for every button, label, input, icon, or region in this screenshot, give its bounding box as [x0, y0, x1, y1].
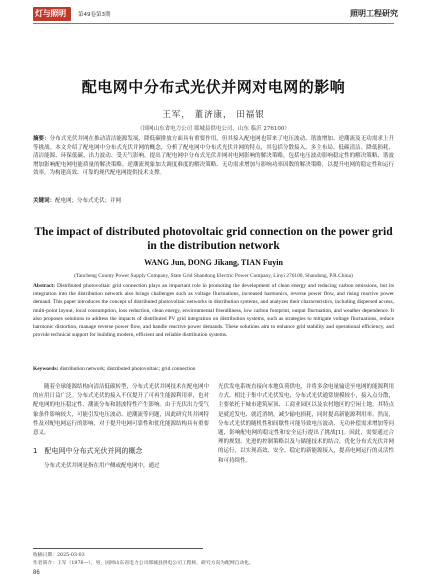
chinese-keywords-text: 配电网；分布式光伏；并网 — [55, 198, 122, 204]
body-left-column — [33, 383, 209, 438]
english-abstract-text: Distributed photovoltaic grid connection plays an important role in promoting the development of clean energy and reducing carbon emissions, but its integration into the distribution network also brings challenges such as voltage fluctuations, increased harmonics, reverse power flow, and rising reactive power demand. This paper introduces the concept of distributed photovoltaic networks in distribution systems, and analyzes their characteristics, including dispersed access, multi-point layout, local consumption, loss reduction, clean energy, environmental friendliness, low carbon footprint, output fluctuation, and weather dependence. It also proposes solutions to address the impacts of distributed PV grid integration on distribution systems, such as strategies to mitigate voltage fluctuations, reduce harmonic distortion, manage reverse power flow, and handle reactive power demands. These solutions aim to enhance grid stability and operational efficiency, and provide technical support for building modern, efficient and reliable distribution systems. — [33, 283, 394, 339]
body-right-column — [218, 383, 394, 543]
english-keywords-label: Keywords: — [33, 366, 59, 372]
issue-label: 第49卷第3期 — [78, 12, 111, 18]
chinese-title: 配电网中分布式光伏并网对电网的影响 — [81, 78, 346, 96]
english-title: The impact of distributed photovoltaic grid connection on the power grid in the distribution network — [34, 226, 393, 252]
right-column-paragraph: 光伏发电系统直接向本地负荷供电，并将多余电量输送至电网的能源利用方式。相比于集中式光伏发电，分布式光伏通常规模较小，接入点分散，主要依托于城市建筑屋顶、工商业园区以及农村地区的空闲土地。其特点是就近发电、就近消纳，减少输电损耗，同时提高新能源利用率。然而，分布式光伏的随机性和间歇性可能导致电压波动、无功补偿需求增加等问题，影响配电网的稳定性和安全运行提出了挑战[1]。因此，需要通过合理的规划、先进的控制策略以及与储能技术的结合，优化分布式光伏并网的运行，以实现高效、安全、稳定的新能源接入，提高电网运行的灵活性和可持续性。 — [218, 384, 394, 464]
journal-name: 照明工程研究 — [350, 9, 398, 18]
chinese-abstract-label: 摘要： — [33, 136, 50, 142]
section-paragraph: 分布式光伏并网是指在用户侧或配电网中，通过 — [44, 463, 160, 469]
footnote-rule — [33, 548, 203, 549]
chinese-keywords — [33, 197, 394, 206]
author-note: 作者简介：王军（1976—），男，国网山东省电力公司郯城县供电公司工程师，研究方向为配网自动化。 — [33, 561, 254, 566]
journal-logo — [33, 7, 71, 21]
chinese-abstract — [33, 135, 394, 196]
received-date: 收稿日期：2025-03-03 — [33, 553, 85, 558]
english-abstract — [33, 282, 394, 364]
english-keywords-text: distribution network; distributed photovoltaic; grid connection — [59, 366, 196, 372]
chinese-keywords-label: 关键词： — [33, 198, 56, 204]
page-header — [0, 0, 427, 30]
logo-text: 灯与照明 — [35, 9, 66, 18]
chinese-affiliation: （国网山东省电力公司 郯城县供电公司，山东 临沂 276100） — [137, 126, 290, 132]
header-rule — [33, 23, 394, 24]
english-keywords — [33, 365, 394, 374]
chinese-abstract-text: 分布式光伏并网在推动清洁能源发展、降低碳排放方面具有重要作用，但其接入配电网也带来了电压波动、谐波增加、逆潮流及无功需求上升等挑战。本文介绍了配电网中分布式光伏并网的概念，分析了配电网中分布式光伏并网的特点，其包括分散接入、多主布局、低碳清洁、降低损耗、清洁能源、环保低碳、出力波动、受天气影响。提出了配电网中分布式光伏并网对电网影响的解决策略，包括电压波动影响稳定性的解决策略、谐波增加影响配电网电能质量的解决策略、逆潮流现象加大调度难度的解决策略、无功需求增加与影响功率因数的解决策略，以提升电网的稳定性和运行效率，为构建高效、可靠的现代配电网提供技术支撑。 — [33, 136, 394, 177]
chinese-authors: 王军， 董济康， 田福银 — [162, 110, 265, 120]
section-heading: 1 配电网中分布式光伏并网的概念 — [33, 447, 143, 455]
intro-paragraph: 随着全球能源结构向清洁低碳转型，分布式光伏并网技术在配电网中的应用日益广泛。分布式光伏的接入不仅提升了可再生能源利用率，也对配电网的电压稳定性、潮流分布和谐波特性产生影响。由于光伏出力受气象条件影响较大，可能引发电压波动、逆潮流等问题，因此研究其并网特性及对配电网运行的影响，对于提升电网可靠性和优化能源结构具有重要意义。 — [33, 384, 210, 437]
page-number: 86 — [33, 570, 40, 576]
english-abstract-label: Abstract: — [33, 283, 56, 289]
english-affiliation: (Tancheng County Power Supply Company, State Grid Shandong Electric Power Company, Linyi 276100, Shandong, P.R.China) — [74, 273, 353, 279]
english-authors: WANG Jun, DONG Jikang, TIAN Fuyin — [144, 258, 283, 267]
